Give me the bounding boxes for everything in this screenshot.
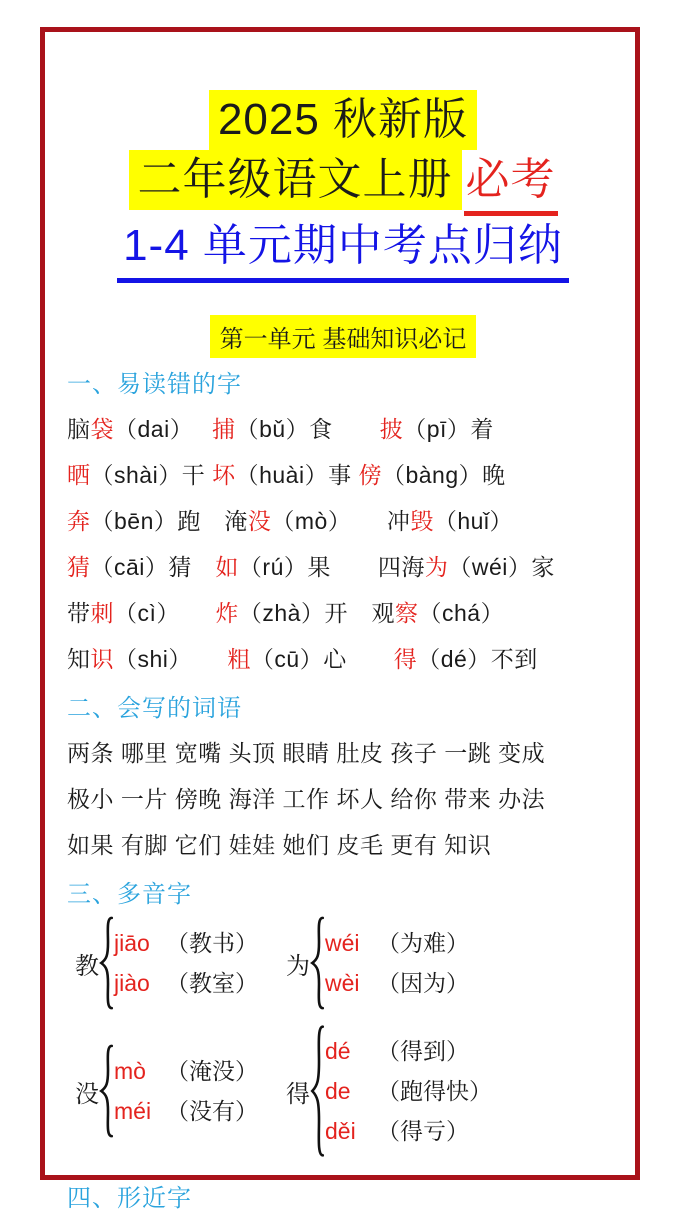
pinyin-red: dé — [325, 1038, 351, 1064]
misread-char-row — [67, 498, 619, 544]
section-header-similar-chars: 四、形近字 — [67, 1185, 192, 1212]
polyphone-group — [75, 916, 258, 1010]
word-row: 极小 一片 傍晚 海洋 工作 坏人 给你 带来 办法 — [67, 786, 546, 812]
key-char-red: 刺 — [90, 600, 114, 626]
polyphone-base-char: 得 — [286, 1080, 310, 1108]
curly-brace-icon — [310, 916, 325, 1010]
plain-text: 冲 — [386, 508, 411, 534]
plain-text: （chá） — [418, 600, 505, 626]
section-header-misread-chars: 一、易读错的字 — [67, 371, 242, 398]
pinyin-red: de — [325, 1078, 351, 1104]
plain-text: （cāi）猜 — [90, 554, 216, 580]
pronunciation-entry — [114, 1091, 258, 1131]
pinyin-red: děi — [325, 1118, 356, 1144]
pronunciation-entry — [325, 1031, 492, 1071]
pronunciation-entry — [114, 923, 258, 963]
plain-text: （shài）干 — [90, 462, 213, 488]
plain-text: （bēn）跑 — [90, 508, 225, 534]
curly-brace-icon — [99, 916, 114, 1010]
misread-char-row — [67, 636, 619, 682]
plain-text: （huǐ） — [433, 508, 514, 534]
plain-text: 带 — [67, 600, 91, 626]
title-block — [67, 90, 619, 283]
title-units-label: 1-4 单元期中考点归纳 — [117, 216, 569, 283]
pronunciation-entry — [325, 963, 469, 1003]
polyphone-area — [67, 916, 619, 1158]
title-line-1-highlight: 2025 秋新版 — [209, 90, 477, 150]
writable-words-list — [67, 730, 619, 868]
misread-char-row — [67, 452, 619, 498]
polyphone-group — [75, 1044, 258, 1138]
plain-text: 观 — [371, 600, 395, 626]
pronunciation-entry — [325, 1071, 492, 1111]
example-word: （教室） — [166, 970, 258, 996]
title-line-2-highlight: 二年级语文上册 — [129, 150, 462, 210]
pinyin-red: jiāo — [114, 930, 150, 956]
curly-brace-icon — [310, 1024, 325, 1158]
key-char-red: 得 — [393, 646, 418, 672]
example-word: （教书） — [166, 930, 258, 956]
key-char-red: 披 — [379, 416, 404, 442]
pronunciation-entry — [325, 923, 469, 963]
unit-heading-highlight: 第一单元 基础知识必记 — [210, 315, 477, 358]
key-char-red: 捕 — [212, 416, 236, 442]
key-char-red: 猜 — [67, 554, 91, 580]
plain-text: （shi） — [114, 646, 228, 672]
misread-char-row — [67, 544, 619, 590]
pronunciation-entry — [114, 1051, 258, 1091]
plain-text: （pī）着 — [403, 416, 494, 442]
plain-text: （cì） — [114, 600, 216, 626]
polyphone-group — [286, 916, 469, 1010]
page-content — [45, 32, 635, 1216]
example-word: （得到） — [377, 1038, 469, 1064]
plain-text: （rú）果 — [238, 554, 378, 580]
example-word: （为难） — [377, 930, 469, 956]
misread-chars-list — [67, 406, 619, 682]
pronunciation-entry — [114, 963, 258, 1003]
section-header-writable-words: 二、会写的词语 — [67, 695, 242, 722]
key-char-red: 傍 — [358, 462, 382, 488]
pinyin-red: jiào — [114, 970, 150, 996]
key-char-red: 晒 — [67, 462, 91, 488]
title-line-1 — [67, 90, 619, 150]
section-header-polyphones: 三、多音字 — [67, 881, 192, 908]
pronunciation-entry — [325, 1111, 492, 1151]
plain-text: 淹 — [224, 508, 248, 534]
example-word: （没有） — [166, 1098, 258, 1124]
pinyin-red: wéi — [325, 930, 360, 956]
curly-brace-icon — [99, 1044, 114, 1138]
polyphone-base-char: 教 — [75, 952, 99, 980]
polyphone-base-char: 没 — [75, 1080, 99, 1108]
title-line-3 — [67, 216, 619, 283]
pinyin-red: mò — [114, 1058, 146, 1084]
key-char-red: 袋 — [90, 416, 114, 442]
misread-char-row — [67, 406, 619, 452]
word-row: 如果 有脚 它们 娃娃 她们 皮毛 更有 知识 — [67, 832, 492, 858]
example-word: （因为） — [377, 970, 469, 996]
title-line-2 — [67, 150, 619, 216]
plain-text: （bàng）晚 — [381, 462, 506, 488]
plain-text: （huài）事 — [235, 462, 359, 488]
unit-heading — [67, 315, 619, 358]
example-word: （得亏） — [377, 1118, 469, 1144]
key-char-red: 没 — [247, 508, 272, 534]
key-char-red: 奔 — [67, 508, 91, 534]
key-char-red: 识 — [90, 646, 114, 672]
plain-text: （dai） — [114, 416, 213, 442]
page-border — [40, 27, 640, 1212]
plain-text: 脑 — [67, 416, 91, 442]
polyphone-base-char: 为 — [286, 952, 310, 980]
key-char-red: 毁 — [410, 508, 434, 534]
polyphone-row — [67, 1024, 619, 1158]
example-word: （跑得快） — [377, 1078, 492, 1104]
plain-text: （cū）心 — [250, 646, 394, 672]
example-word: （淹没） — [166, 1058, 258, 1084]
plain-text: （bǔ）食 — [235, 416, 380, 442]
plain-text: （zhà）开 — [238, 600, 372, 626]
key-char-red: 炸 — [215, 600, 239, 626]
key-char-red: 坏 — [212, 462, 236, 488]
plain-text: （wéi）家 — [448, 554, 555, 580]
key-char-red: 粗 — [227, 646, 251, 672]
word-row: 两条 哪里 宽嘴 头顶 眼睛 肚皮 孩子 一跳 变成 — [67, 740, 546, 766]
plain-text: （mò） — [271, 508, 387, 534]
polyphone-group — [286, 1024, 492, 1158]
plain-text: 四海 — [377, 554, 425, 580]
misread-char-row — [67, 590, 619, 636]
key-char-red: 察 — [394, 600, 419, 626]
polyphone-row — [67, 916, 619, 1010]
pinyin-red: wèi — [325, 970, 360, 996]
key-char-red: 为 — [424, 554, 449, 580]
plain-text: （dé）不到 — [417, 646, 538, 672]
title-must-test-label: 必考 — [464, 150, 558, 216]
plain-text: 知 — [67, 646, 91, 672]
pinyin-red: méi — [114, 1098, 152, 1124]
key-char-red: 如 — [215, 554, 239, 580]
